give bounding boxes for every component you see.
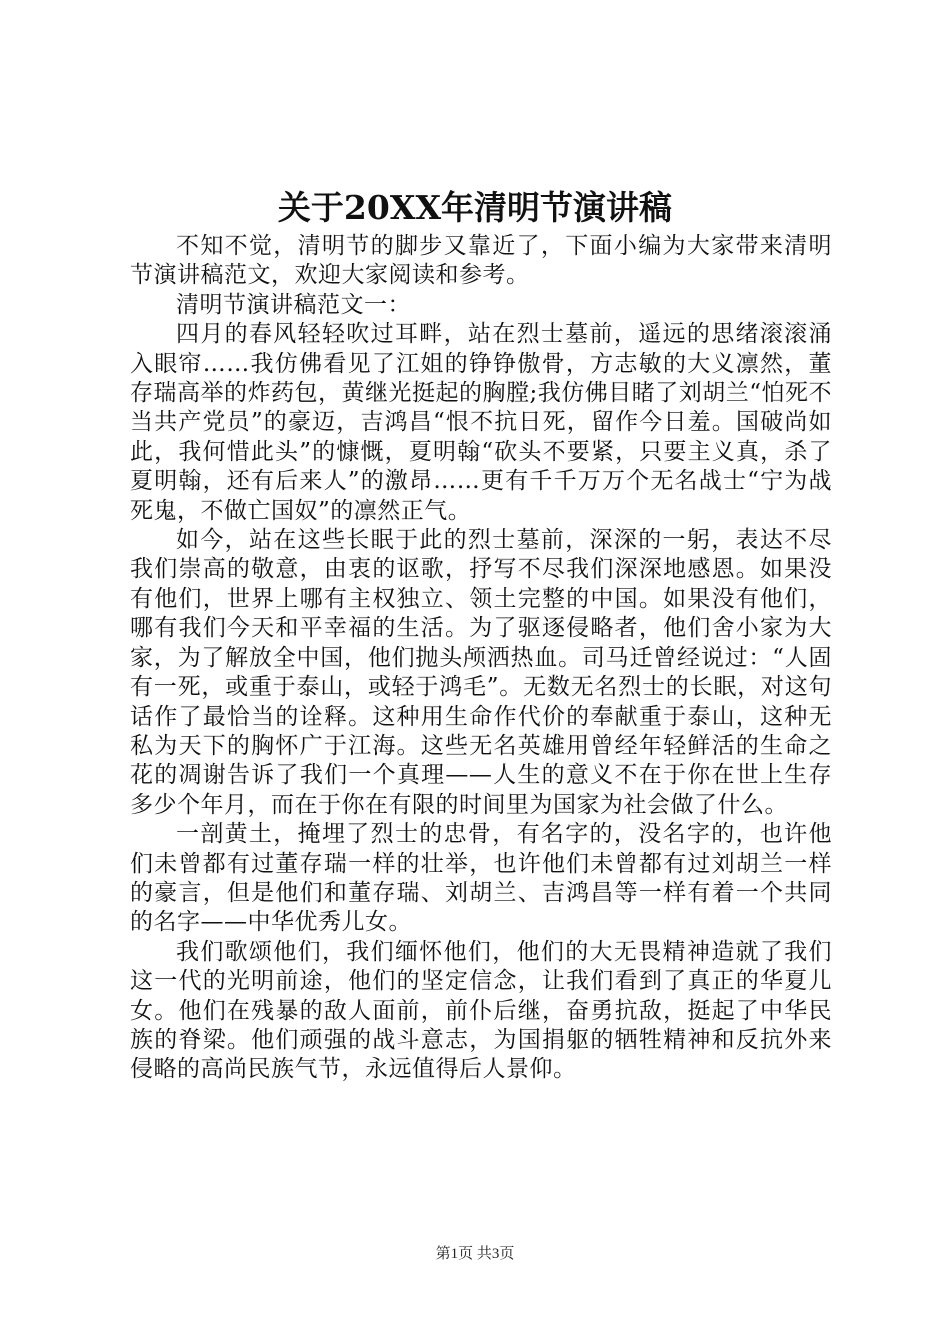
document-body — [130, 232, 832, 1085]
paragraph-subheading: 清明节演讲稿范文一： — [176, 291, 411, 318]
paragraph-body: 如今，站在这些长眠于此的烈士墓前，深深的一躬，表达不尽我们崇高的敬意，由衷的讴歌，抒写不尽我们深深地感恩。如果没有他们，世界上哪有主权独立、领土完整的中国。如果没有他们，哪有我们今天和平幸福的生活。为了驱逐侵略者，他们舍小家为大家，为了解放全中国，他们抛头颅洒热血。司马迁曾经说过：“人固有一死，或重于泰山，或轻于鸿毛”。无数无名烈士的长眠，对这句话作了最恰当的诠释。这种用生命作代价的奉献重于泰山，这种无私为天下的胸怀广于江海。这些无名英雄用曾经年轻鲜活的生命之花的凋谢告诉了我们一个真理——人生的意义不在于你在世上生存多少个年月，而在于你在有限的时间里为国家为社会做了什么。 — [130, 527, 832, 818]
paragraph-body: 我们歌颂他们，我们缅怀他们，他们的大无畏精神造就了我们这一代的光明前途，他们的坚定信念，让我们看到了真正的华夏儿女。他们在残暴的敌人面前，前仆后继，奋勇抗敌，挺起了中华民族的脊梁。他们顽强的战斗意志，为国捐躯的牺牲精神和反抗外来侵略的高尚民族气节，永远值得后人景仰。 — [130, 938, 832, 1083]
document-title: 关于20XX年清明节演讲稿 — [277, 188, 673, 227]
paragraph-body: 四月的春风轻轻吹过耳畔，站在烈士墓前，遥远的思绪滚滚涌入眼帘……我仿佛看见了江姐的铮铮傲骨，方志敏的大义凛然，董存瑞高举的炸药包，黄继光挺起的胸膛;我仿佛目睹了刘胡兰“怕死不当共产党员”的豪迈，吉鸿昌“恨不抗日死，留作今日羞。国破尚如此，我何惜此头”的慷慨，夏明翰“砍头不要紧，只要主义真，杀了夏明翰，还有后来人”的激昂……更有千千万万个无名战士“宁为战死鬼，不做亡国奴”的凛然正气。 — [130, 321, 833, 524]
paragraph-body: 一剖黄土，掩埋了烈士的忠骨，有名字的，没名字的，也许他们未曾都有过董存瑞一样的壮举，也许他们未曾都有过刘胡兰一样的豪言，但是他们和董存瑞、刘胡兰、吉鸿昌等一样有着一个共同的名字——中华优秀儿女。 — [130, 821, 832, 936]
page-number-footer: 第1页 共3页 — [435, 1246, 515, 1262]
paragraph-intro: 不知不觉，清明节的脚步又靠近了，下面小编为大家带来清明节演讲稿范文，欢迎大家阅读和参考。 — [130, 233, 832, 289]
